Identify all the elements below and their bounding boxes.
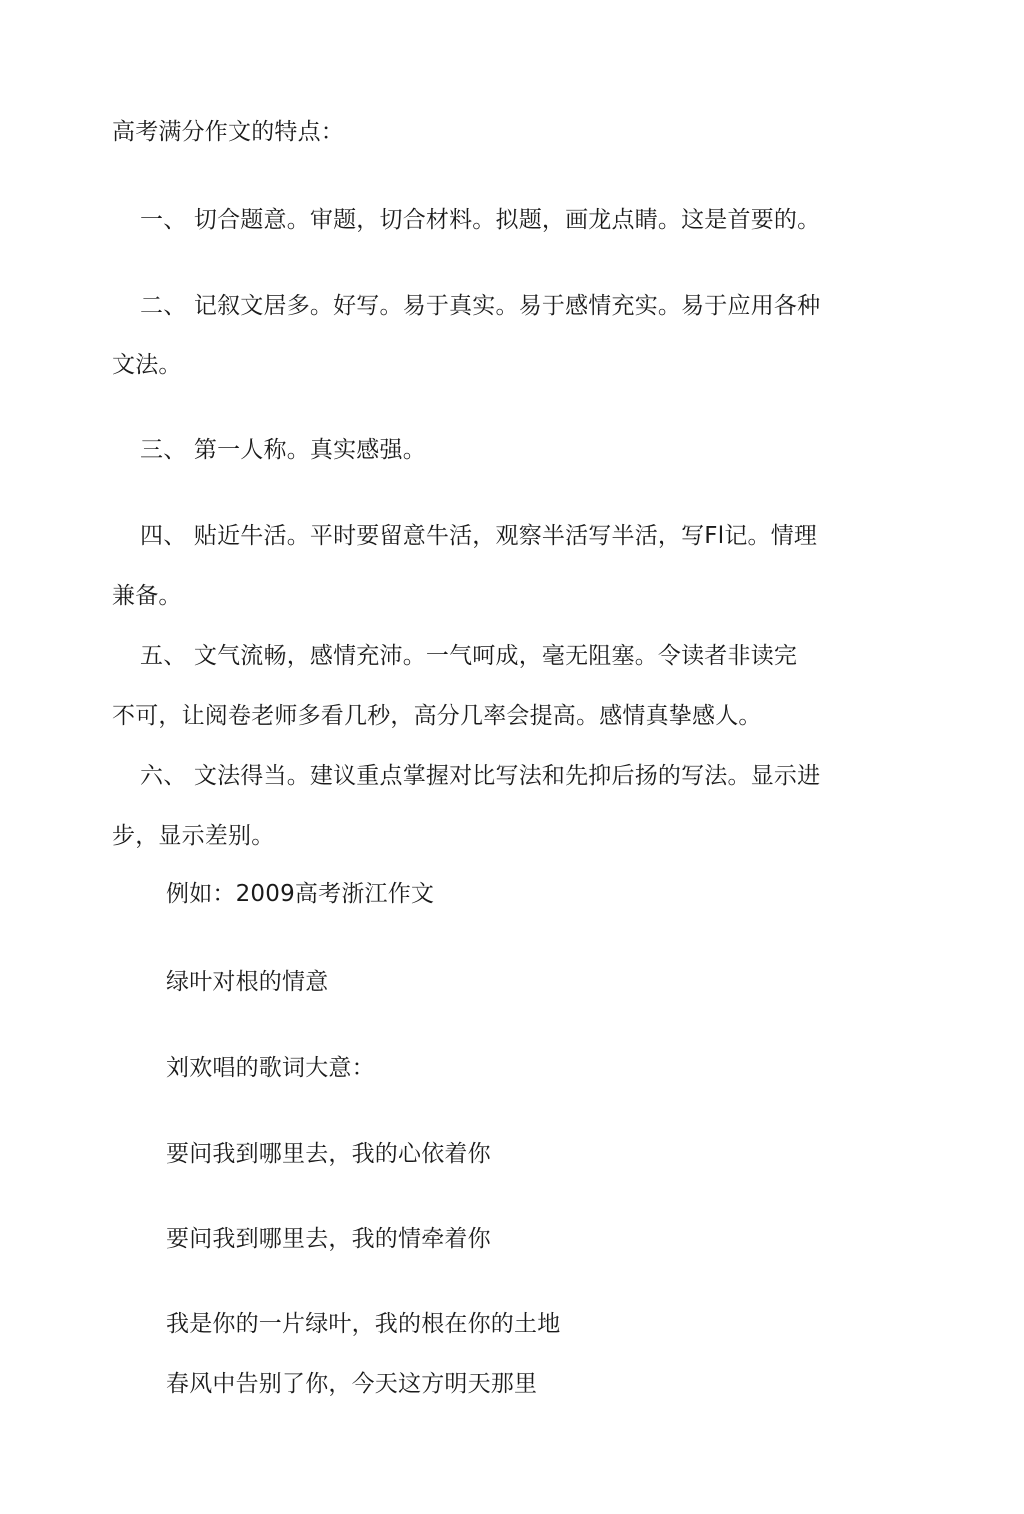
point-6-line-2: 步，显示差别。	[112, 823, 275, 849]
point-1-line-1: 一、 切合题意。审题，切合材料。拟题，画龙点睛。这是首要的。	[140, 207, 821, 233]
point-3-line-1: 三、 第一人称。真实感强。	[140, 437, 426, 463]
essay-title: 绿叶对根的情意	[166, 969, 329, 995]
point-4-line-1: 四、 贴近牛活。平时要留意牛活，观察半活写半活，写Fl记。情理	[140, 523, 818, 549]
document-title: 高考满分作文的特点：	[112, 119, 344, 145]
point-4-line-2: 兼备。	[112, 583, 182, 609]
lyrics-intro: 刘欢唱的歌词大意：	[166, 1055, 375, 1081]
lyric-line-3: 我是你的一片绿叶，我的根在你的土地	[166, 1311, 561, 1337]
point-5-line-1: 五、 文气流畅，感情充沛。一气呵成，毫无阻塞。令读者非读完	[140, 643, 798, 669]
lyric-line-4: 春风中告别了你，今天这方明天那里	[166, 1371, 538, 1397]
example-intro: 例如：2009高考浙江作文	[166, 881, 435, 907]
point-5-line-2: 不可，让阅卷老师多看几秒，高分几率会提高。感情真挚感人。	[112, 703, 762, 729]
point-6-line-1: 六、 文法得当。建议重点掌握对比写法和先抑后扬的写法。显示进	[140, 763, 821, 789]
lyric-line-2: 要问我到哪里去，我的情牵着你	[166, 1226, 491, 1252]
point-2-line-2: 文法。	[112, 352, 182, 378]
lyric-line-1: 要问我到哪里去，我的心依着你	[166, 1141, 491, 1167]
point-2-line-1: 二、 记叙文居多。好写。易于真实。易于感情充实。易于应用各种	[140, 293, 821, 319]
